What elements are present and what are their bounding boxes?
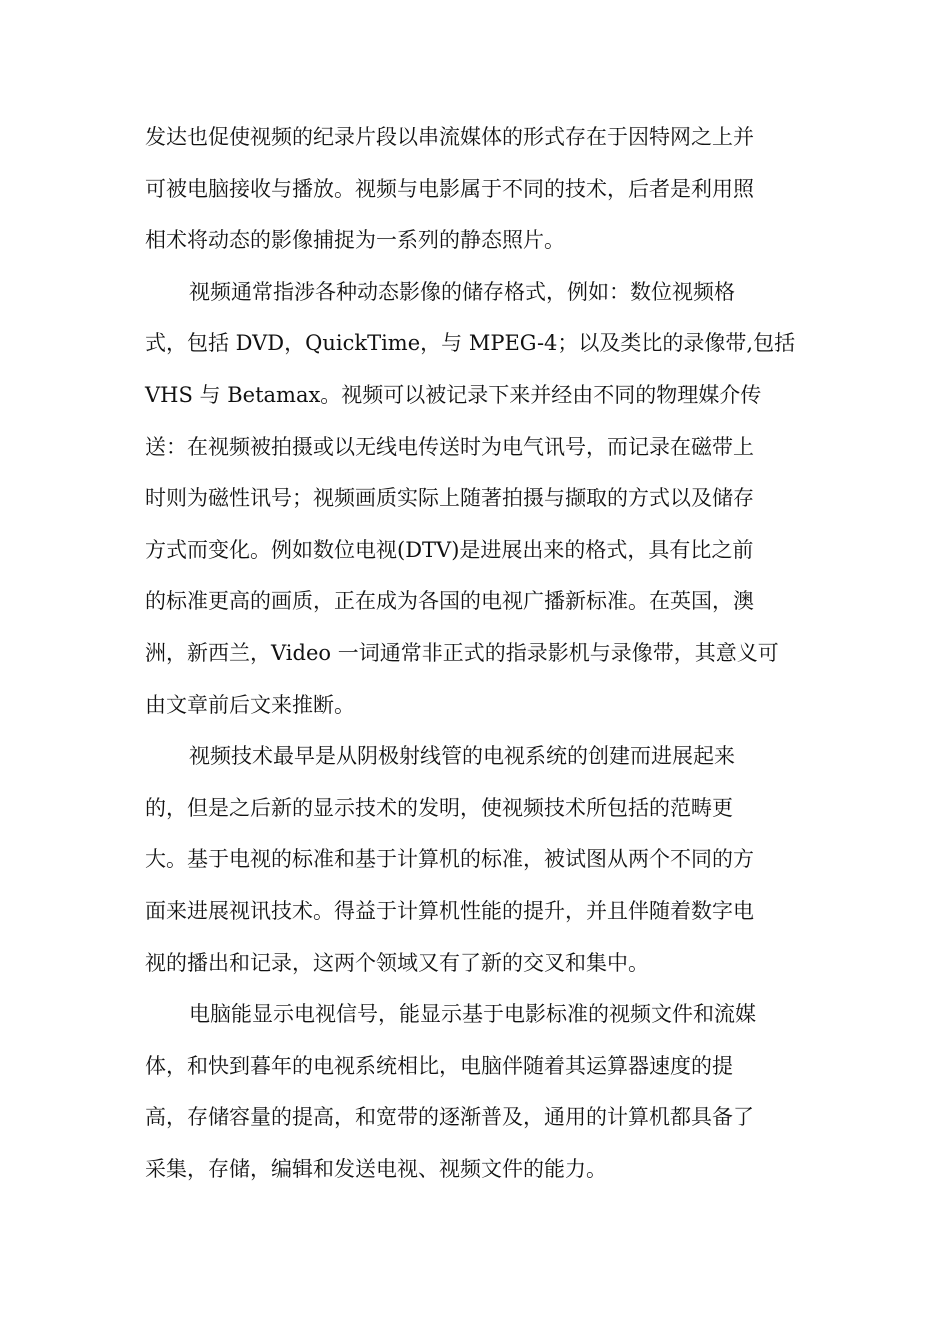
text-line: 的标准更高的画质，正在成为各国的电视广播新标准。在英国，澳 [145, 589, 754, 614]
text-line: 大。基于电视的标准和基于计算机的标准，被试图从两个不同的方 [145, 847, 754, 872]
text-line: 可被电脑接收与播放。视频与电影属于不同的技术，后者是利用照 [145, 176, 754, 201]
text-line: 的，但是之后新的显示技术的发明，使视频技术所包括的范畴更 [145, 795, 733, 820]
text-line: 由文章前后文来推断。 [145, 692, 355, 717]
text-line: 发达也促使视频的纪录片段以串流媒体的形式存在于因特网之上并 [145, 125, 754, 149]
paragraph-first-line: 视频通常指涉各种动态影像的储存格式，例如：数位视频格 [189, 279, 735, 304]
text-line: 相术将动态的影像捕捉为一系列的静态照片。 [145, 228, 565, 253]
text-line: 送：在视频被拍摄或以无线电传送时为电气讯号，而记录在磁带上 [145, 434, 754, 459]
paragraph-first-line: 视频技术最早是从阴极射线管的电视系统的创建而进展起来 [189, 744, 735, 769]
text-line: 时则为磁性讯号；视频画质实际上随著拍摄与撷取的方式以及储存 [145, 486, 754, 511]
text-line: 高，存储容量的提高，和宽带的逐渐普及，通用的计算机都具备了 [145, 1105, 754, 1130]
text-line: 面来进展视讯技术。得益于计算机性能的提升，并且伴随着数字电 [145, 898, 754, 923]
text-line: 方式而变化。例如数位电视(DTV)是进展出来的格式，具有比之前 [145, 537, 754, 562]
text-line: 洲，新西兰，Video 一词通常非正式的指录影机与录像带，其意义可 [145, 640, 779, 665]
text-line: 采集，存储，编辑和发送电视、视频文件的能力。 [145, 1156, 607, 1181]
text-line: VHS 与 Betamax。视频可以被记录下来并经由不同的物理媒介传 [145, 382, 762, 407]
paragraph-first-line: 电脑能显示电视信号，能显示基于电影标准的视频文件和流媒 [189, 1002, 756, 1027]
body-text [145, 112, 825, 1195]
text-line: 视的播出和记录，这两个领域又有了新的交叉和集中。 [145, 950, 649, 975]
text-line: 式，包括 DVD，QuickTime，与 MPEG-4；以及类比的录像带,包括 [145, 331, 796, 356]
text-line: 体，和快到暮年的电视系统相比，电脑伴随着其运算器速度的提 [145, 1053, 733, 1078]
